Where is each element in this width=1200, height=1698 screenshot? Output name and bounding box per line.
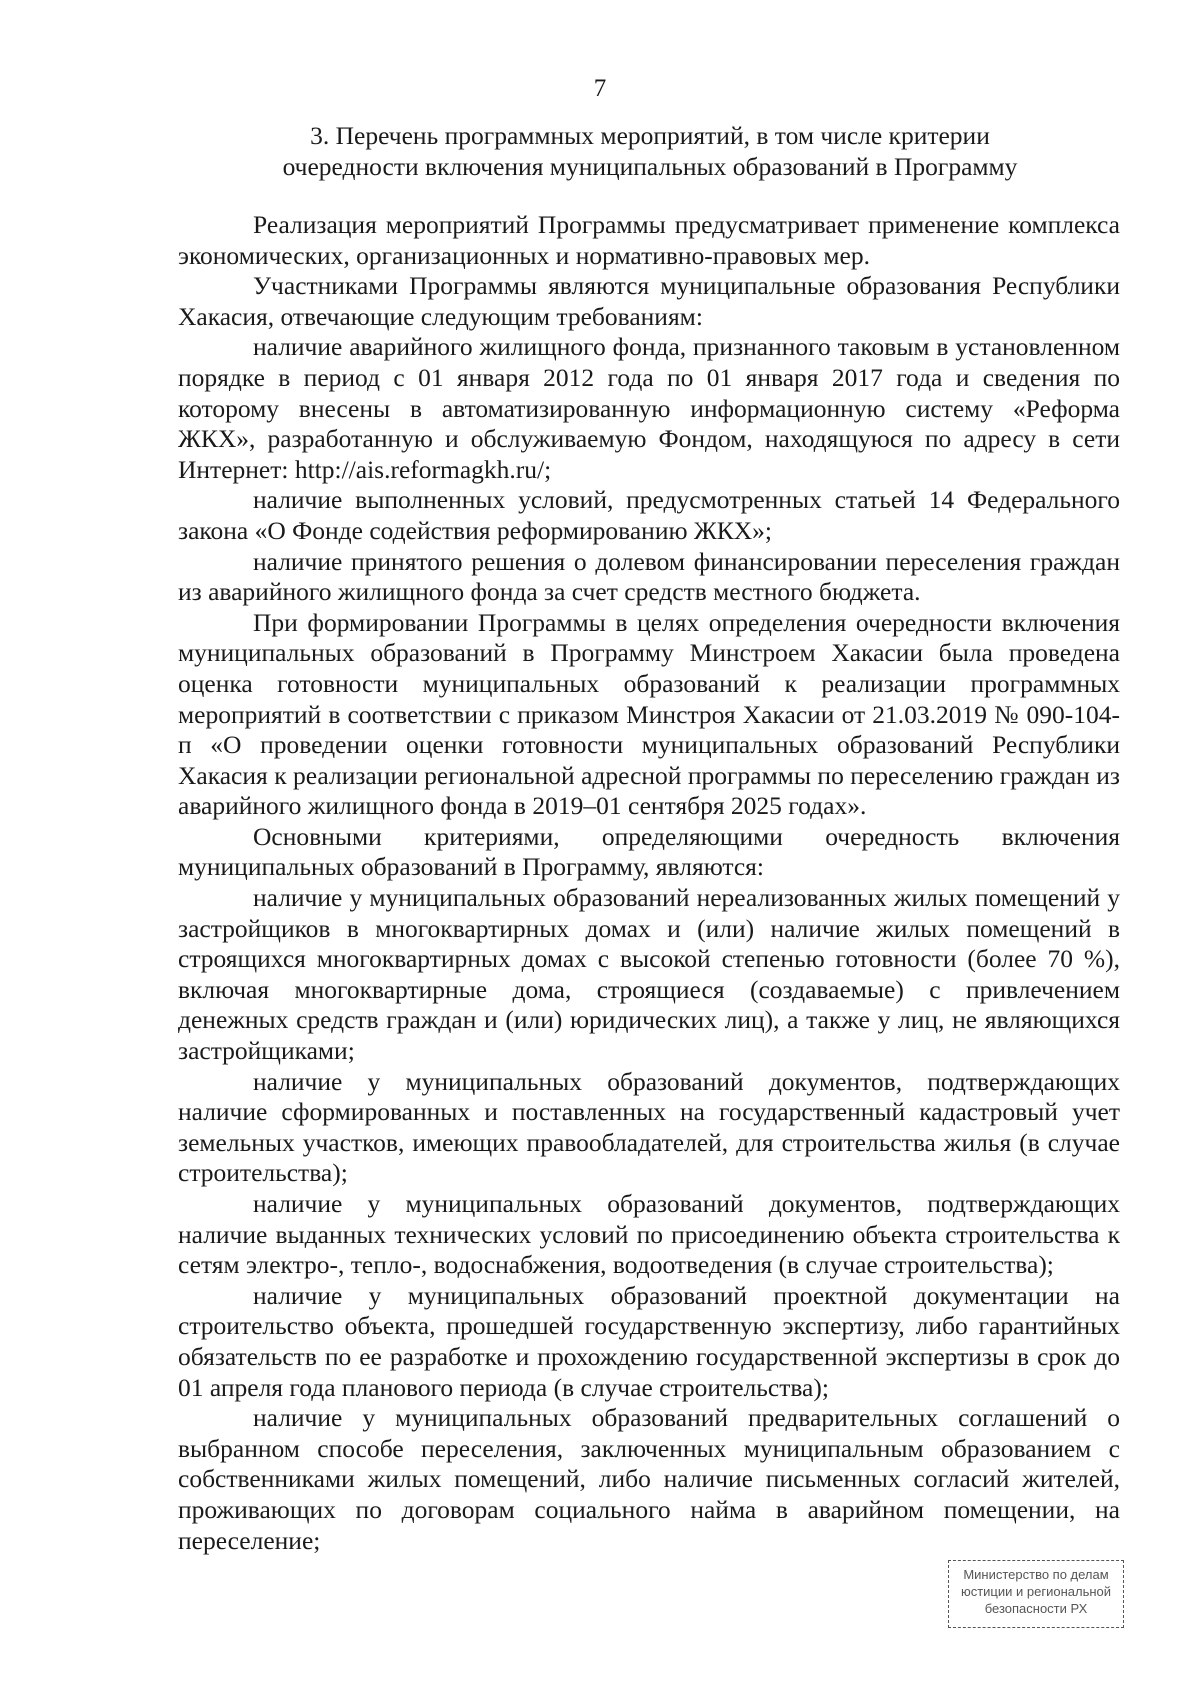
stamp-line-3: безопасности РХ xyxy=(984,1601,1088,1616)
section-heading-line-1: 3. Перечень программных мероприятий, в том числе критерии xyxy=(310,121,990,150)
paragraph: При формировании Программы в целях определения очередности включения муниципальных образований в Программу Минстроем Хакасии была проведена оценка готовности муниципальных образований к реализации программных мероприятий в соответствии с приказом Минстроя Хакасии от 21.03.2019 № 090-104-п «О проведении оценки готовности муниципальных образований Республики Хакасия к реализации региональной адресной программы по переселению граждан из аварийного жилищного фонда в 2019–01 сентября 2025 годах». xyxy=(178,607,1120,821)
paragraph: наличие выполненных условий, предусмотренных статьей 14 Федерального закона «О Фонде содействия реформированию ЖКХ»; xyxy=(178,485,1120,545)
paragraph: наличие у муниципальных образований нереализованных жилых помещений у застройщиков в многоквартирных домах и (или) наличие жилых помещений в строящихся многоквартирных домах с высокой степенью готовности (более 70 %), включая многоквартирные дома, строящиеся (создаваемые) с привлечением денежных средств граждан и (или) юридических лиц), а также у лиц, не являющихся застройщиками; xyxy=(178,883,1120,1066)
paragraph: наличие принятого решения о долевом финансировании переселения граждан из аварийного жилищного фонда за счет средств местного бюджета. xyxy=(178,546,1120,607)
paragraph: наличие у муниципальных образований документов, подтверждающих наличие выданных технических условий по присоединению объекта строительства к сетям электро-, тепло-, водоснабжения, водоотведения (в случае строительства); xyxy=(178,1189,1120,1280)
paragraph: наличие у муниципальных образований документов, подтверждающих наличие сформированных и поставленных на государственный кадастровый учет земельных участков, имеющих правообладателей, для строительства жилья (в случае строительства); xyxy=(178,1066,1120,1188)
stamp-line-1: Министерство по делам xyxy=(963,1567,1109,1582)
paragraph: наличие у муниципальных образований предварительных соглашений о выбранном способе переселения, заключенных муниципальным образованием с собственниками жилых помещений, либо наличие письменных согласий жителей, проживающих по договорам социального найма в аварийном помещении, на переселение; xyxy=(178,1403,1120,1555)
paragraph: Участниками Программы являются муниципальные образования Республики Хакасия, отвечающие следующим требованиям: xyxy=(178,271,1120,331)
stamp-line-2: юстиции и региональной xyxy=(960,1584,1112,1599)
paragraph: наличие аварийного жилищного фонда, признанного таковым в установленном порядке в период с 01 января 2012 года по 01 января 2017 года и сведения по которому внесены в автоматизированную информационную систему «Реформа ЖКХ», разработанную и обслуживаемую Фондом, находящуюся по адресу в сети Интернет: http://ais.reformagkh.ru/; xyxy=(178,332,1120,484)
document-body xyxy=(178,210,1120,1556)
section-heading xyxy=(180,120,1120,182)
paragraph: наличие у муниципальных образований проектной документации на строительство объекта, прошедшей государственную экспертизу, либо гарантийных обязательств по ее разработке и прохождению государственной экспертизы в срок до 01 апреля года планового периода (в случае строительства); xyxy=(178,1280,1120,1402)
paragraph: Реализация мероприятий Программы предусматривает применение комплекса экономических, организационных и нормативно-правовых мер. xyxy=(178,210,1120,270)
page-number: 7 xyxy=(593,75,607,102)
paragraph: Основными критериями, определяющими очередность включения муниципальных образований в Программу, являются: xyxy=(178,821,1120,882)
registration-stamp xyxy=(948,1560,1124,1628)
section-heading-line-2: очередности включения муниципальных образований в Программу xyxy=(282,152,1018,181)
